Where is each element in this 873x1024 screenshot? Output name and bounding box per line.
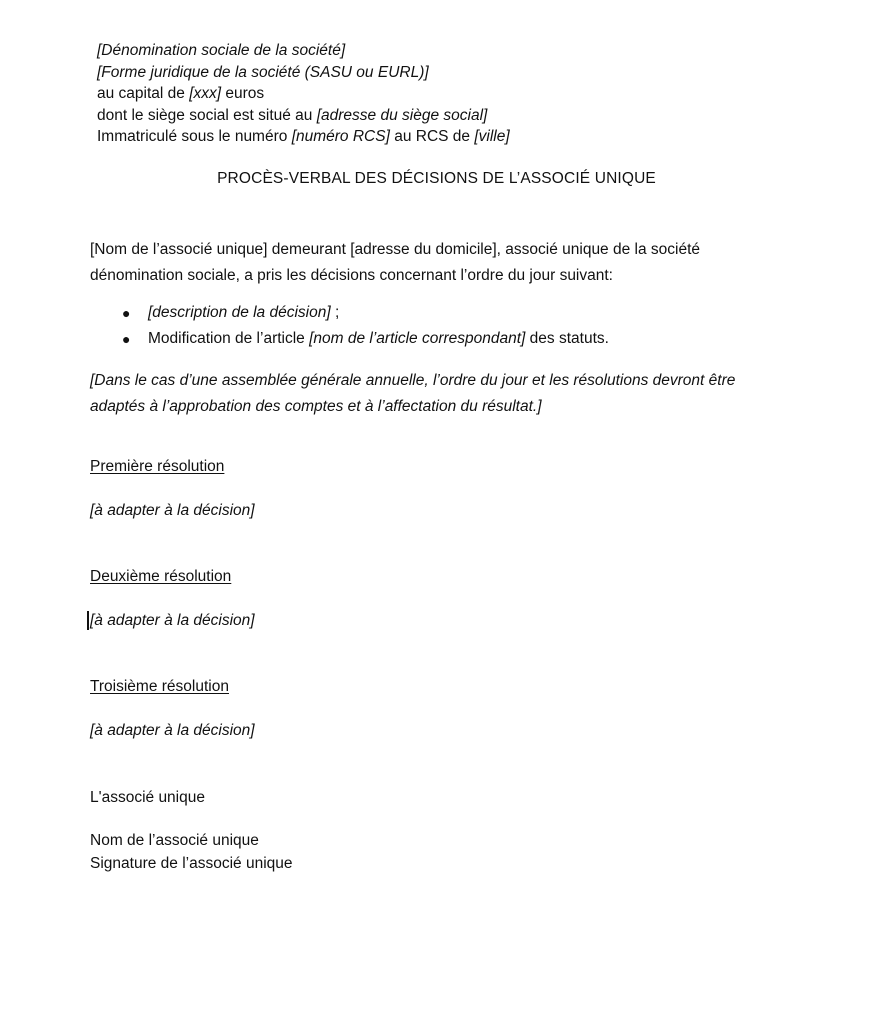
letterhead-registered-office [97,105,797,127]
bullet-icon: ● [122,331,131,347]
intro-paragraph: [Nom de l’associé unique] demeurant [adresse du domicile], associé unique de la société dénomination sociale, a pris les décisions concernant l’ordre du jour suivant: [90,241,701,284]
resolution-body-2[interactable] [90,610,255,632]
agenda-item-placeholder: [nom de l’article correspondant] [309,330,526,347]
agenda-item-suffix: ; [330,304,340,321]
letterhead-capital [97,83,797,105]
editorial-note: [Dans le cas d’une assemblée générale annuelle, l’ordre du jour et les résolutions devront être adaptés à l’approbation des comptes et à l’affectation du résultat.] [90,372,736,415]
letterhead-capital-suffix: euros [221,85,265,102]
page-title: PROCÈS-VERBAL DES DÉCISIONS DE L’ASSOCIÉ UNIQUE [217,170,656,187]
list-item [90,300,770,326]
text-caret [87,611,89,630]
signatory-signature-line: Signature de l’associé unique [90,855,293,872]
letterhead-capital-prefix: au capital de [97,85,190,102]
letterhead-block [97,40,797,148]
letterhead-office-prefix: dont le siège social est situé au [97,106,317,124]
resolution-body-1[interactable]: [à adapter à la décision] [90,502,255,519]
resolution-heading-2: Deuxième résolution [90,568,232,585]
letterhead-registration [97,126,797,148]
signatory-role: L'associé unique [90,789,205,806]
signature-spacer [90,809,590,829]
agenda-item-suffix: des statuts. [525,330,609,347]
signatory-name-line: Nom de l’associé unique [90,832,259,849]
agenda-item-prefix: Modification de l’article [148,330,310,347]
resolution-section-2 [90,566,770,632]
resolution-section-1 [90,456,770,522]
signature-block [90,786,590,875]
letterhead-company-name: [Dénomination sociale de la société] [97,42,346,59]
letterhead-office-placeholder: [adresse du siège social] [316,106,488,124]
resolution-heading-3: Troisième résolution [90,678,229,695]
letterhead-capital-placeholder: [xxx] [189,85,222,102]
list-item [90,326,770,352]
letterhead-registration-prefix: Immatriculé sous le numéro [97,128,292,145]
letterhead-legal-form: [Forme juridique de la société (SASU ou EURL)] [97,63,429,81]
agenda-item-placeholder: [description de la décision] [148,304,331,321]
resolution-body-3[interactable]: [à adapter à la décision] [90,722,255,739]
resolution-body-2-text: [à adapter à la décision] [90,612,255,629]
resolution-section-3 [90,676,770,742]
resolution-heading-1: Première résolution [90,458,225,475]
letterhead-city-placeholder: [ville] [474,128,510,145]
letterhead-rcs-number-placeholder: [numéro RCS] [291,128,390,145]
bullet-icon: ● [122,305,131,321]
letterhead-registration-middle: au RCS de [389,128,475,145]
agenda-list [90,300,770,352]
